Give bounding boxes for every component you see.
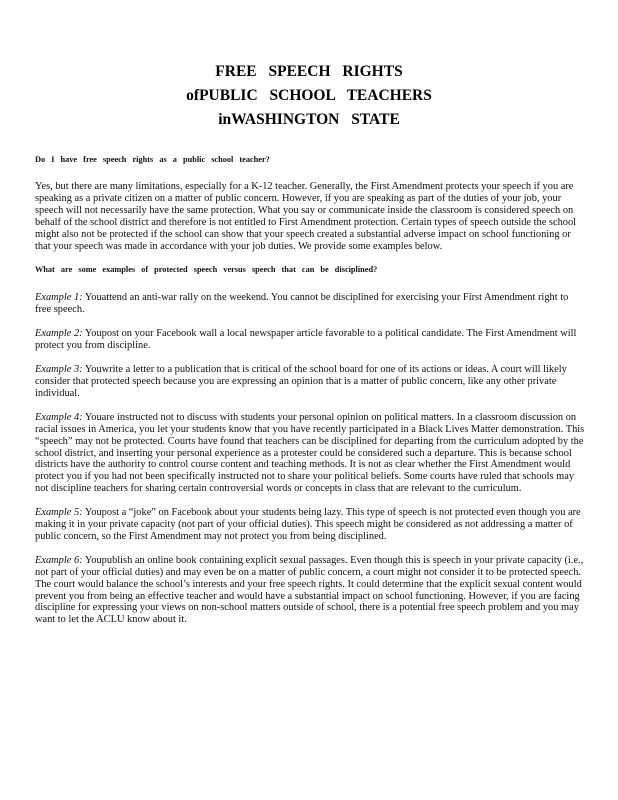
intro-paragraph: Yes, but there are many limitations, especially for a K-12 teacher. Generally, the First Amendment protects your speech if you are speaking as a private citizen on a matter of public concern. However, if you are speaking as part of the duties of your job, your speech will not necessarily have the same protection. What you say or communicate inside the classroom is considered speech on behalf of the school district and therefore is not entitled to First Amendment protection. Certain types of speech outside the school might also not be protected if the school can show that your speech created a substantial adverse impact on school functioning or that your speech was made in accordance with your job duties. We provide some examples below. [35, 181, 577, 252]
example-paragraph-3 [35, 364, 585, 400]
example-text: Youpost on your Facebook wall a local newspaper article favorable to a political candidate. The First Amendment will protect you from discipline. [35, 328, 577, 352]
example-paragraph-5 [35, 507, 585, 543]
example-paragraph-6 [35, 555, 585, 626]
example-text: Youpost a “joke” on Facebook about your students being lazy. This type of speech is not protected even though you are making it in your private capacity (not part of your official duties). This speech might be considered as not addressing a matter of public concern, so the First Amendment may not protect you from being disciplined. [35, 507, 581, 542]
example-label: Example 5: [35, 507, 83, 519]
question-heading-2: What are some examples of protected speech versus speech that can be disciplined? [35, 265, 378, 275]
example-text: Youpublish an online book containing explicit sexual passages. Even though this is speech in your private capacity (i.e., not part of your official duties) and may even be on a matter of public concern, a court might not consider it to be protected speech. The court would balance the school’s interests and your free speech rights. It could determine that the explicit sexual content would prevent you from being an effective teacher and would have a substantial impact on school functioning. However, if you are facing discipline for expressing your views on non-school matters outside of school, there is a potential free speech problem and you may want to let the ACLU know about it. [35, 554, 584, 626]
example-label: Example 3: [35, 364, 83, 376]
title-line-2: ofPUBLIC SCHOOL TEACHERS [186, 87, 432, 104]
example-label: Example 1: [35, 292, 83, 304]
title-line-1: FREE SPEECH RIGHTS [215, 63, 403, 80]
example-paragraph-4 [35, 412, 585, 495]
example-label: Example 4: [35, 411, 83, 423]
example-label: Example 6: [35, 554, 83, 566]
title-line-3: inWASHINGTON STATE [218, 111, 400, 128]
example-text: Youwrite a letter to a publication that is critical of the school board for one of its actions or ideas. A court will likely consider that protected speech because you are expressing an opinion that is a matter of public concern, like any other private individual. [35, 364, 567, 399]
document-title [0, 60, 618, 132]
example-text: Youare instructed not to discuss with students your personal opinion on political matters. In a classroom discussion on racial issues in America, you let your students know that you have recently participated in a Black Lives Matter demonstration. This “speech” may not be protected. Courts have found that teachers can be disciplined for departing from the curriculum adopted by the school district, and inserting your personal experience as a protester could be considered such a departure. This is because school districts have the authority to control course content and teaching methods. It is not as clear whether the First Amendment would protect you if you had not been specifically instructed not to share your political beliefs. Some courts have ruled that schools may not discipline teachers for sharing certain controversial words or concepts in class that are relevant to the curriculum. [35, 411, 585, 495]
question-heading-1: Do I have free speech rights as a public school teacher? [35, 155, 270, 164]
document-body [35, 154, 585, 638]
example-label: Example 2: [35, 328, 83, 340]
example-paragraph-2 [35, 328, 585, 352]
example-text: Youattend an anti-war rally on the weekend. You cannot be disciplined for exercising your First Amendment right to free speech. [35, 292, 569, 316]
example-paragraph-1 [35, 292, 585, 316]
